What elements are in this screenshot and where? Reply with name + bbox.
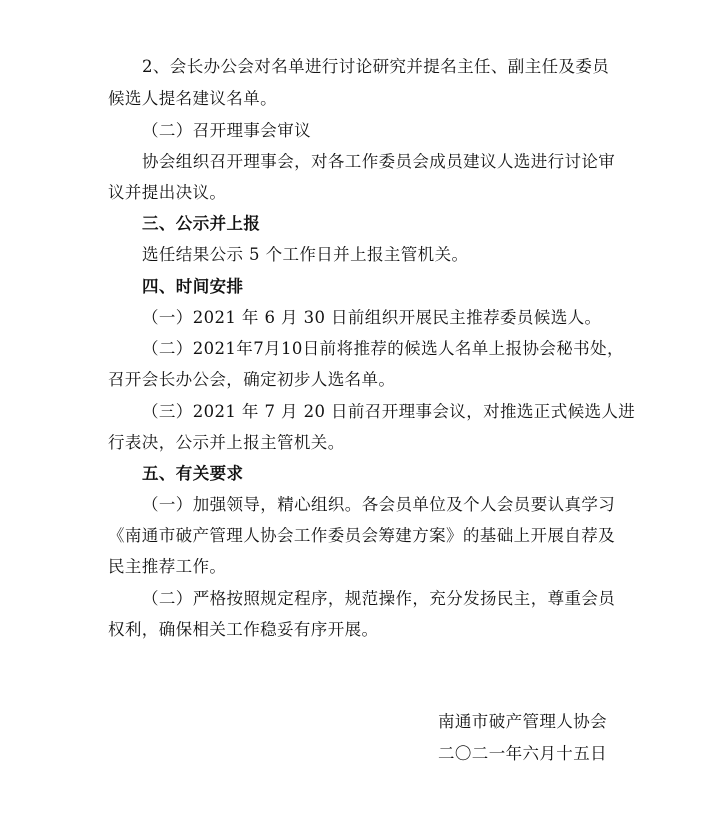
paragraph-line: （二）2021年7月10日前将推荐的候选人名单上报协会秘书处， — [142, 339, 624, 358]
subheading-line: （二）召开理事会审议 — [142, 121, 311, 140]
paragraph-line: 民主推荐工作。 — [108, 557, 227, 576]
paragraph-line: 权利，确保相关工作稳妥有序开展。 — [108, 620, 379, 639]
paragraph-line: 选任结果公示 5 个工作日并上报主管机关。 — [142, 245, 469, 264]
paragraph-line: （三）2021 年 7 月 20 日前召开理事会议，对推选正式候选人进 — [142, 402, 636, 421]
paragraph-line: 《南通市破产管理人协会工作委员会筹建方案》的基础上开展自荐及 — [108, 526, 615, 545]
paragraph-line: 协会组织召开理事会，对各工作委员会成员建议人选进行讨论审 — [142, 152, 616, 171]
paragraph-line: （二）严格按照规定程序，规范操作，充分发扬民主，尊重会员 — [142, 589, 616, 608]
signature-date: 二〇二一年六月十五日 — [438, 744, 607, 763]
paragraph-line: 议并提出决议。 — [108, 183, 227, 202]
paragraph-line: （一）2021 年 6 月 30 日前组织开展民主推荐委员候选人。 — [142, 308, 602, 327]
paragraph-line: 2、会长办公会对名单进行讨论研究并提名主任、副主任及委员 — [142, 57, 610, 76]
paragraph-line: （一）加强领导，精心组织。各会员单位及个人会员要认真学习 — [142, 495, 616, 514]
section-heading: 四、时间安排 — [142, 277, 244, 296]
signature-organization: 南通市破产管理人协会 — [438, 712, 607, 731]
paragraph-line: 候选人提名建议名单。 — [108, 89, 277, 108]
section-heading: 三、公示并上报 — [142, 214, 261, 233]
paragraph-line: 行表决，公示并上报主管机关。 — [108, 433, 345, 452]
paragraph-line: 召开会长办公会，确定初步人选名单。 — [108, 370, 396, 389]
section-heading: 五、有关要求 — [142, 464, 244, 483]
